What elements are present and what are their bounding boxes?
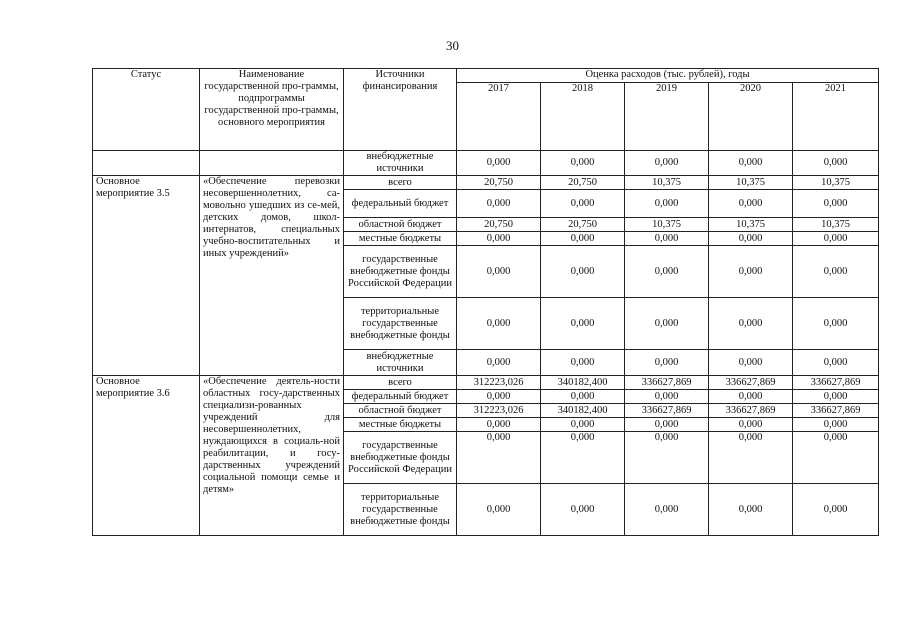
value-cell: 0,000 — [709, 484, 793, 536]
source-cell: государственные внебюджетные фонды Российской Федерации — [344, 432, 457, 484]
value-cell: 0,000 — [541, 484, 625, 536]
name-cell — [200, 151, 344, 176]
value-cell: 0,000 — [709, 246, 793, 298]
value-cell: 0,000 — [709, 350, 793, 376]
value-cell: 340182,400 — [541, 376, 625, 390]
value-cell: 0,000 — [625, 484, 709, 536]
source-cell: территориальные государственные внебюджетные фонды — [344, 298, 457, 350]
value-cell: 0,000 — [625, 418, 709, 432]
value-cell: 0,000 — [793, 190, 879, 218]
name-cell: «Обеспечение перевозки несовершеннолетних, са-мовольно ушедших из се-мей, детских домов, школ-интернатов, специальных учебно-воспитательных и иных учреждений» — [200, 176, 344, 376]
table-row — [93, 151, 879, 176]
value-cell: 0,000 — [541, 350, 625, 376]
value-cell: 20,750 — [541, 176, 625, 190]
value-cell: 0,000 — [793, 298, 879, 350]
value-cell: 0,000 — [709, 298, 793, 350]
value-cell: 0,000 — [457, 298, 541, 350]
value-cell: 0,000 — [793, 418, 879, 432]
value-cell: 0,000 — [457, 232, 541, 246]
value-cell: 0,000 — [457, 190, 541, 218]
value-cell: 336627,869 — [709, 376, 793, 390]
value-cell: 0,000 — [625, 350, 709, 376]
value-cell: 312223,026 — [457, 376, 541, 390]
header-name: Наименование государственной про-граммы, подпрограммы государственной про-граммы, основного мероприятия — [200, 69, 344, 151]
value-cell: 0,000 — [457, 418, 541, 432]
source-cell: местные бюджеты — [344, 418, 457, 432]
source-cell: местные бюджеты — [344, 232, 457, 246]
value-cell: 336627,869 — [793, 404, 879, 418]
value-cell: 336627,869 — [793, 376, 879, 390]
value-cell: 0,000 — [793, 232, 879, 246]
value-cell: 336627,869 — [625, 404, 709, 418]
value-cell: 0,000 — [793, 151, 879, 176]
value-cell: 0,000 — [541, 190, 625, 218]
source-cell: федеральный бюджет — [344, 390, 457, 404]
status-cell: Основное мероприятие 3.6 — [93, 376, 200, 536]
value-cell: 0,000 — [457, 350, 541, 376]
value-cell: 0,000 — [793, 390, 879, 404]
value-cell: 10,375 — [625, 176, 709, 190]
source-cell: всего — [344, 176, 457, 190]
source-cell: областной бюджет — [344, 404, 457, 418]
source-cell: областной бюджет — [344, 218, 457, 232]
table-row — [93, 176, 879, 190]
source-cell: государственные внебюджетные фонды Российской Федерации — [344, 246, 457, 298]
value-cell: 10,375 — [625, 218, 709, 232]
header-year: 2018 — [541, 83, 625, 151]
value-cell: 0,000 — [625, 190, 709, 218]
value-cell: 20,750 — [457, 218, 541, 232]
value-cell: 0,000 — [793, 246, 879, 298]
value-cell: 0,000 — [709, 390, 793, 404]
source-cell: федеральный бюджет — [344, 190, 457, 218]
header-year: 2020 — [709, 83, 793, 151]
name-cell: «Обеспечение деятель-ности областных госу-дарственных специализи-рованных учреждений для несовершеннолетних, нуждающихся в социаль-ной реабилитации, и госу-дарственных учреждений социальной помощи семье и детям» — [200, 376, 344, 536]
value-cell: 20,750 — [457, 176, 541, 190]
value-cell: 0,000 — [709, 151, 793, 176]
source-cell: внебюджетные источники — [344, 151, 457, 176]
value-cell: 336627,869 — [625, 376, 709, 390]
value-cell: 0,000 — [709, 432, 793, 484]
value-cell: 0,000 — [625, 298, 709, 350]
value-cell: 0,000 — [541, 298, 625, 350]
value-cell: 312223,026 — [457, 404, 541, 418]
value-cell: 0,000 — [625, 390, 709, 404]
value-cell: 0,000 — [793, 484, 879, 536]
value-cell: 0,000 — [625, 151, 709, 176]
value-cell: 10,375 — [709, 218, 793, 232]
value-cell: 0,000 — [793, 432, 879, 484]
table-row — [93, 376, 879, 390]
header-estimate: Оценка расходов (тыс. рублей), годы — [457, 69, 879, 83]
value-cell: 10,375 — [709, 176, 793, 190]
value-cell: 0,000 — [457, 246, 541, 298]
page-number: 30 — [446, 38, 459, 53]
value-cell: 0,000 — [709, 418, 793, 432]
value-cell: 0,000 — [709, 190, 793, 218]
value-cell: 0,000 — [541, 390, 625, 404]
value-cell: 0,000 — [625, 232, 709, 246]
value-cell: 340182,400 — [541, 404, 625, 418]
source-cell: внебюджетные источники — [344, 350, 457, 376]
header-year: 2019 — [625, 83, 709, 151]
value-cell: 20,750 — [541, 218, 625, 232]
source-cell: территориальные государственные внебюджетные фонды — [344, 484, 457, 536]
value-cell: 0,000 — [541, 151, 625, 176]
value-cell: 0,000 — [625, 246, 709, 298]
value-cell: 0,000 — [457, 151, 541, 176]
header-year: 2021 — [793, 83, 879, 151]
status-cell: Основное мероприятие 3.5 — [93, 176, 200, 376]
header-year: 2017 — [457, 83, 541, 151]
value-cell: 336627,869 — [709, 404, 793, 418]
value-cell: 0,000 — [625, 432, 709, 484]
value-cell: 0,000 — [541, 418, 625, 432]
header-source: Источники финансирования — [344, 69, 457, 151]
value-cell: 10,375 — [793, 218, 879, 232]
source-cell: всего — [344, 376, 457, 390]
value-cell: 0,000 — [541, 432, 625, 484]
status-cell — [93, 151, 200, 176]
value-cell: 0,000 — [457, 390, 541, 404]
value-cell: 10,375 — [793, 176, 879, 190]
value-cell: 0,000 — [541, 246, 625, 298]
value-cell: 0,000 — [793, 350, 879, 376]
value-cell: 0,000 — [709, 232, 793, 246]
value-cell: 0,000 — [457, 432, 541, 484]
value-cell: 0,000 — [457, 484, 541, 536]
budget-table — [92, 68, 879, 536]
value-cell: 0,000 — [541, 232, 625, 246]
header-status: Статус — [93, 69, 200, 151]
